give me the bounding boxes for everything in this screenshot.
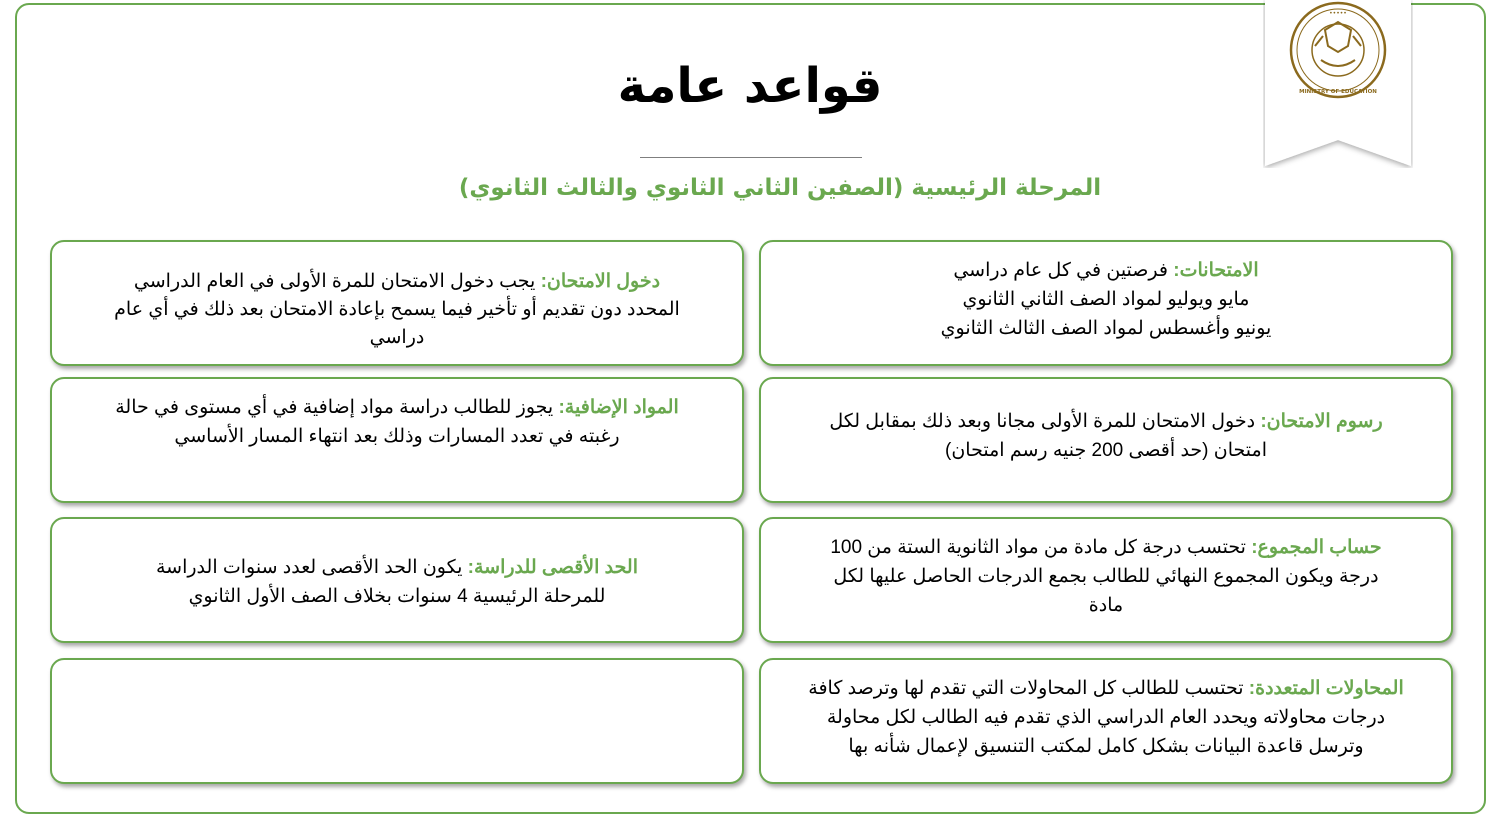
card-text: للمرحلة الرئيسية 4 سنوات بخلاف الصف الأول الثانوي [188, 586, 606, 607]
card-text: مادة [1088, 595, 1124, 616]
card-heading: حساب المجموع: [1251, 537, 1382, 558]
svg-text:MINISTRY OF EDUCATION: MINISTRY OF EDUCATION [1299, 89, 1377, 95]
card-exam-fees [759, 377, 1453, 503]
card-heading: دخول الامتحان: [540, 271, 661, 292]
card-text: يكون الحد الأقصى لعدد سنوات الدراسة [156, 557, 468, 578]
page-title: قواعد عامة [617, 58, 883, 114]
card-text: درجة ويكون المجموع النهائي للطالب بجمع الدرجات الحاصل عليها لكل [833, 566, 1379, 587]
card-text: يجوز للطالب دراسة مواد إضافية في أي مستوى في حالة [115, 397, 559, 418]
card-heading: المحاولات المتعددة: [1248, 678, 1404, 699]
card-empty [50, 658, 744, 784]
card-text: المحدد دون تقديم أو تأخير فيما يسمح بإعادة الامتحان بعد ذلك في أي عام [114, 299, 680, 320]
card-heading: المواد الإضافية: [558, 397, 679, 418]
card-text: تحتسب درجة كل مادة من مواد الثانوية الستة من 100 [830, 537, 1252, 558]
card-text: درجات محاولاته ويحدد العام الدراسي الذي تقدم فيه الطالب لكل محاولة [826, 707, 1386, 728]
card-text: رغبته في تعدد المسارات وذلك بعد انتهاء المسار الأساسي [174, 426, 620, 447]
card-text: يجب دخول الامتحان للمرة الأولى في العام الدراسي [133, 271, 541, 292]
card-total-calc [759, 517, 1453, 643]
card-text: وترسل قاعدة البيانات بشكل كامل لمكتب التنسيق لإعمال شأنه بها [848, 736, 1364, 757]
card-text: دخول الامتحان للمرة الأولى مجانا وبعد ذلك بمقابل لكل [829, 411, 1261, 432]
card-max-study [50, 517, 744, 643]
card-extra-subjects [50, 377, 744, 503]
svg-text:•••••: ••••• [1329, 10, 1347, 17]
card-text: تحتسب للطالب كل المحاولات التي تقدم لها وترصد كافة [808, 678, 1249, 699]
card-exam-entry [50, 240, 744, 366]
title-divider [640, 157, 862, 158]
ministry-logo-badge [1263, 0, 1413, 168]
card-exams [759, 240, 1453, 366]
card-heading: الحد الأقصى للدراسة: [467, 557, 638, 578]
card-text: يونيو وأغسطس لمواد الصف الثالث الثانوي [940, 318, 1272, 339]
card-text: مايو ويوليو لمواد الصف الثاني الثانوي [962, 289, 1250, 310]
page-subtitle: المرحلة الرئيسية (الصفين الثاني الثانوي والثالث الثانوي) [458, 175, 1102, 201]
card-text: دراسي [369, 327, 425, 348]
card-heading: رسوم الامتحان: [1260, 411, 1383, 432]
card-text: فرصتين في كل عام دراسي [953, 260, 1174, 281]
card-heading: الامتحانات: [1173, 260, 1259, 281]
card-multiple-attempts [759, 658, 1453, 784]
card-text: امتحان (حد أقصى 200 جنيه رسم امتحان) [945, 440, 1267, 461]
